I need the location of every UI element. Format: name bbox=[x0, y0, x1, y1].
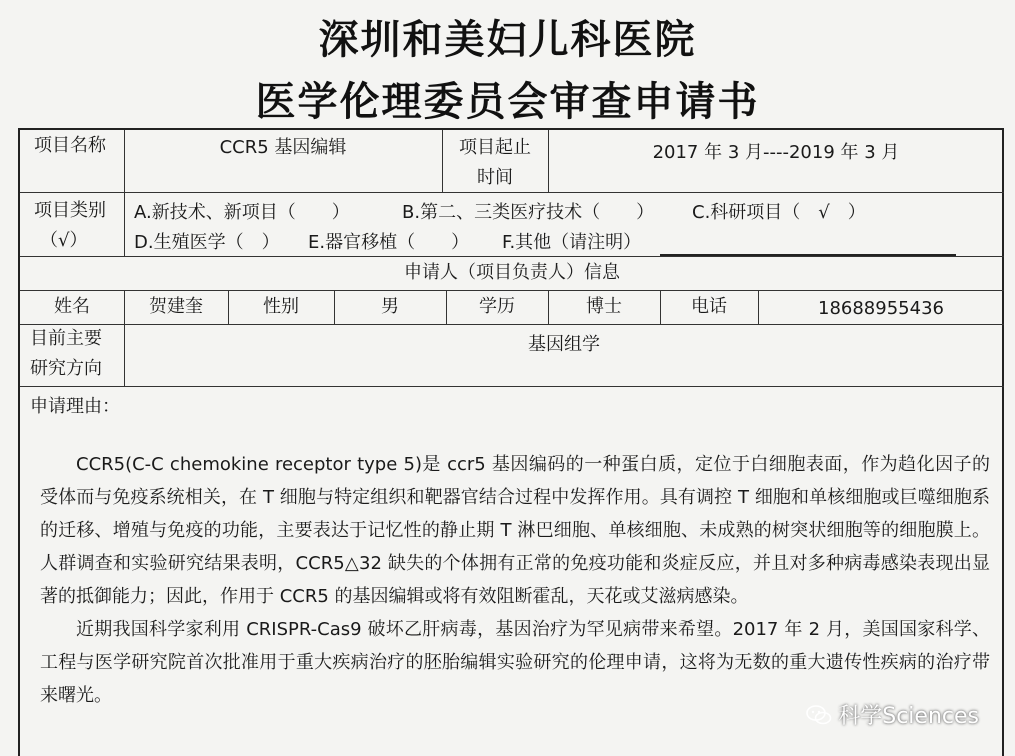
category-label-2: （√） bbox=[40, 230, 88, 251]
watermark-text: 科学Sciences bbox=[838, 704, 979, 729]
application-form bbox=[18, 128, 1004, 756]
project-name-label: 项目名称 bbox=[34, 135, 106, 156]
education-label: 学历 bbox=[479, 296, 515, 317]
phone-label: 电话 bbox=[691, 296, 727, 317]
project-period-value: 2017 年 3 月----2019 年 3 月 bbox=[652, 142, 900, 163]
project-period-label-1: 项目起止 bbox=[459, 137, 531, 158]
gender-label: 性别 bbox=[263, 296, 299, 317]
category-option-d: D.生殖医学（ ） bbox=[134, 232, 280, 253]
project-name-value: CCR5 基因编辑 bbox=[219, 137, 347, 158]
research-label-2: 研究方向 bbox=[30, 358, 102, 379]
phone-value: 18688955436 bbox=[818, 298, 944, 319]
education-value: 博士 bbox=[586, 296, 622, 317]
name-value: 贺建奎 bbox=[149, 296, 203, 317]
research-value: 基因组学 bbox=[528, 334, 600, 355]
reason-paragraph-1: CCR5(C-C chemokine receptor type 5)是 ccr5 基因编码的一种蛋白质，定位于白细胞表面，作为趋化因子的受体而与免疫系统相关，在 T 细胞与特定组织和靶器官结合过程中发挥作用。具有调控 T 细胞和单核细胞或巨噬细胞系的迁移、增殖与免疫的功能，主要表达于记忆性的静止期 T 淋巴细胞、单核细胞、未成熟的树突状细胞等的细胞膜上。人群调查和实验研究结果表明，CCR5△32 缺失的个体拥有正常的免疫功能和炎症反应，并且对多种病毒感染表现出显著的抵御能力；因此，作用于 CCR5 的基因编辑或将有效阻断霍乱，天花或艾滋病感染。 bbox=[40, 454, 990, 607]
other-underline bbox=[660, 254, 956, 256]
name-label: 姓名 bbox=[54, 296, 90, 317]
category-option-f: F.其他（请注明） bbox=[502, 232, 642, 253]
reason-paragraph-2: 近期我国科学家利用 CRISPR-Cas9 破坏乙肝病毒，基因治疗为罕见病带来希望。2017 年 2 月，美国国家科学、工程与医学研究院首次批准用于重大疾病治疗的胚胎编辑实验研究的伦理申请，这将为无数的重大遗传性疾病的治疗带来曙光。 bbox=[40, 619, 990, 706]
category-option-e: E.器官移植（ ） bbox=[308, 232, 470, 253]
project-period-label-2: 时间 bbox=[477, 167, 513, 188]
reason-label: 申请理由： bbox=[30, 396, 120, 417]
category-label-1: 项目类别 bbox=[34, 200, 106, 221]
applicant-section-title: 申请人（项目负责人）信息 bbox=[404, 262, 620, 283]
category-option-c: C.科研项目（ √ ） bbox=[692, 202, 866, 223]
category-option-b: B.第二、三类医疗技术（ ） bbox=[402, 202, 655, 223]
watermark bbox=[806, 699, 979, 730]
category-option-a: A.新技术、新项目（ ） bbox=[134, 202, 350, 223]
wechat-icon bbox=[806, 705, 832, 725]
form-title: 医学伦理委员会审查申请书 bbox=[255, 78, 760, 125]
hospital-name: 深圳和美妇儿科医院 bbox=[318, 16, 697, 63]
research-label-1: 目前主要 bbox=[30, 328, 102, 349]
gender-value: 男 bbox=[381, 296, 399, 317]
reason-text bbox=[40, 448, 990, 712]
